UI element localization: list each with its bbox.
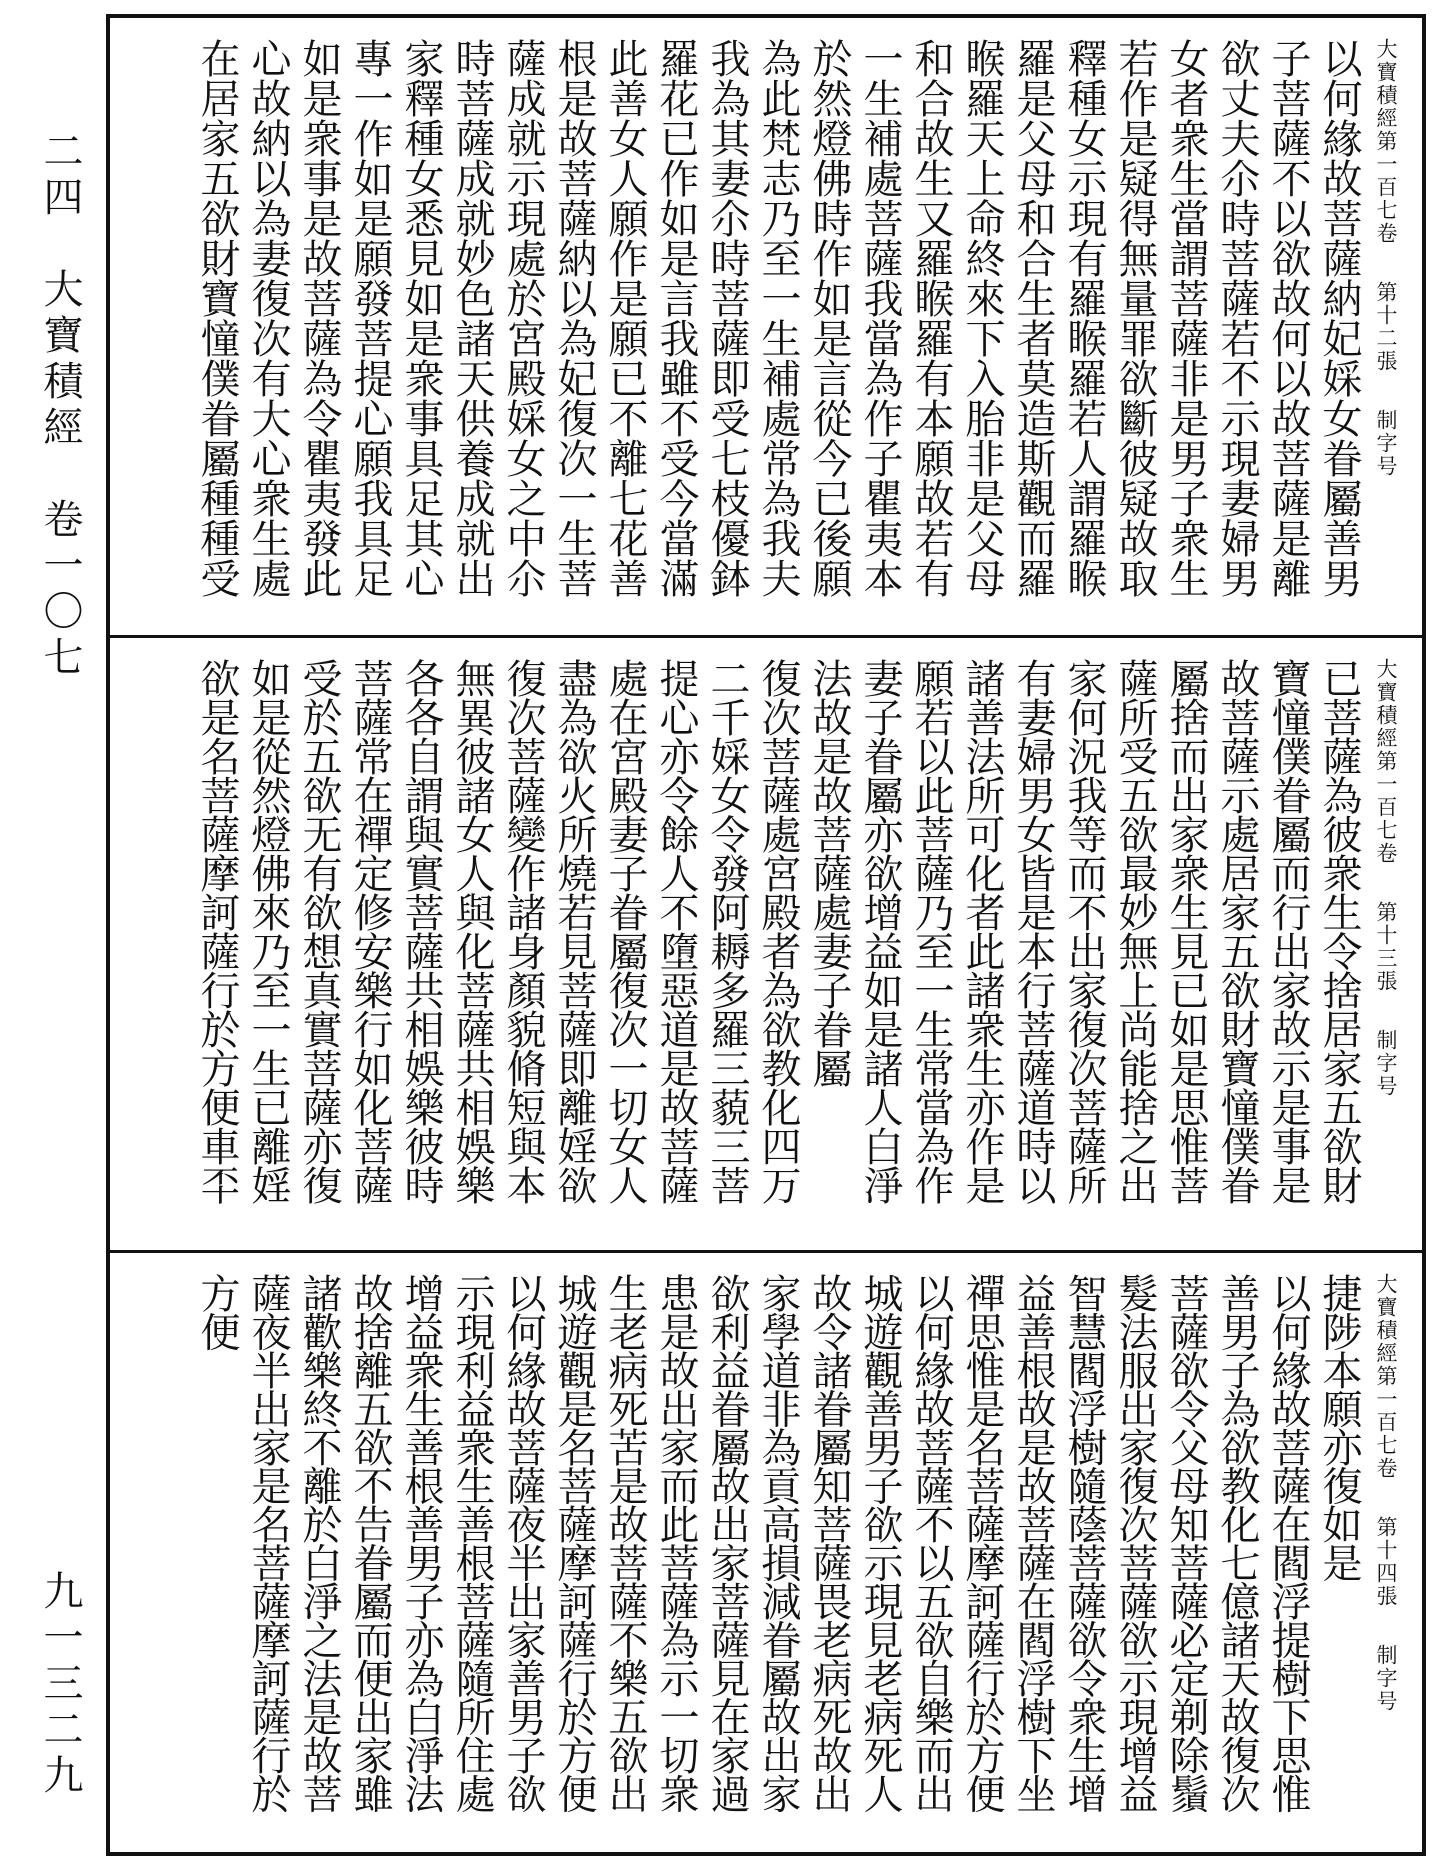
text-column: 根是故菩薩納以為妃復次一生菩 (551, 38, 597, 598)
text-column: 願若以此菩薩乃至一生常當為作 (908, 658, 954, 1204)
header-sheet: 第十四張 (1374, 1516, 1398, 1608)
side-title: 二四 大寶積經 卷一〇七 (37, 130, 83, 682)
text-column: 菩薩欲令父母知菩薩必定剃除鬚 (1163, 1273, 1209, 1812)
text-column: 薩所受五欲最妙無上尚能捨之出 (1112, 658, 1158, 1204)
text-column: 處在宮殿妻子眷屬復次一切女人 (602, 658, 648, 1204)
text-column: 此善女人願作是願已不離七花善 (602, 38, 648, 598)
text-column: 城遊觀善男子欲示現見老病死人 (857, 1273, 903, 1812)
text-column: 生老病死苦是故菩薩不樂五欲出 (602, 1273, 648, 1812)
text-column: 屬捨而出家衆生見已如是思惟菩 (1163, 658, 1209, 1204)
panel-header (1364, 1273, 1408, 1840)
page-margin (18, 20, 98, 1850)
text-column: 若作是疑得無量罪欲斷彼疑故取 (1112, 38, 1158, 598)
text-column: 示現利益衆生善根菩薩隨所住處 (449, 1273, 495, 1812)
panel-header (1364, 658, 1408, 1238)
text-column: 受於五欲无有欲想真實菩薩亦復 (296, 658, 342, 1204)
text-column: 和合故生又羅睺羅有本願故若有 (908, 38, 954, 598)
text-column: 法故是故菩薩處妻子眷屬 (806, 658, 852, 1087)
panel-1 (110, 18, 1422, 638)
text-column: 捷陟本願亦復如是 (1316, 1273, 1362, 1581)
text-column: 增益衆生善根善男子亦為白淨法 (398, 1273, 444, 1812)
text-column: 故令諸眷屬知菩薩畏老病死故出 (806, 1273, 852, 1812)
text-column: 我為其妻尒時菩薩即受七枝優鉢 (704, 38, 750, 598)
text-column: 菩薩常在禪定修安樂行如化菩薩 (347, 658, 393, 1204)
panel-3 (110, 1253, 1422, 1852)
text-column: 無異彼諸女人與化菩薩共相娛樂 (449, 658, 495, 1204)
text-column: 家何況我等而不出家復次菩薩所 (1061, 658, 1107, 1204)
text-column: 為此梵志乃至一生補處常為我夫 (755, 38, 801, 598)
text-column: 有妻婦男女皆是本行菩薩道時以 (1010, 658, 1056, 1204)
text-column: 善男子為欲教化七億諸天故復次 (1214, 1273, 1260, 1812)
text-column: 智慧閻浮樹隨蔭菩薩欲令衆生增 (1061, 1273, 1107, 1812)
text-column: 禪思惟是名菩薩摩訶薩行於方便 (959, 1273, 1005, 1812)
header-mark: 制字号 (1374, 1644, 1398, 1713)
side-page-number: 九一三二九 (37, 1570, 83, 1800)
text-column: 子菩薩不以欲故何以故菩薩是離 (1265, 38, 1311, 598)
header-book: 大寶積經第一百七卷 (1374, 38, 1398, 245)
text-column: 心故納以為妻復次有大心衆生處 (245, 38, 291, 598)
text-column: 諸善法所可化者此諸衆生亦作是 (959, 658, 1005, 1204)
panel-2 (110, 638, 1422, 1253)
header-sheet: 第十三張 (1374, 901, 1398, 993)
text-column: 寶憧僕眷屬而行出家故示是事是 (1265, 658, 1311, 1204)
text-column: 妻子眷屬亦欲增益如是諸人白淨 (857, 658, 903, 1204)
text-column: 已菩薩為彼衆生令捨居家五欲財 (1316, 658, 1362, 1204)
text-column: 髮法服出家復次菩薩欲示現增益 (1112, 1273, 1158, 1812)
text-column: 家釋種女悉見如是衆事具足其心 (398, 38, 444, 598)
header-mark: 制字号 (1374, 409, 1398, 478)
text-column: 益善根故是故菩薩在閻浮樹下坐 (1010, 1273, 1056, 1812)
text-column: 釋種女示現有羅睺羅若人謂羅睺 (1061, 38, 1107, 598)
text-column: 如是從然燈佛來乃至一生已離婬 (245, 658, 291, 1204)
text-column: 如是衆事是故菩薩為令瞿夷發此 (296, 38, 342, 598)
text-column: 以何緣故菩薩不以五欲自樂而出 (908, 1273, 954, 1812)
text-column: 在居家五欲財寶憧僕眷屬種種受 (194, 38, 240, 598)
text-column: 欲丈夫尒時菩薩若不示現妻婦男 (1214, 38, 1260, 598)
text-column: 睺羅天上命終來下入胎非是父母 (959, 38, 1005, 598)
text-column: 以何緣故菩薩納妃婇女眷屬善男 (1316, 38, 1362, 598)
text-column: 時菩薩成就妙色諸天供養成就出 (449, 38, 495, 598)
text-column: 復次菩薩變作諸身顏貌脩短與本 (500, 658, 546, 1204)
text-column: 方便 (194, 1273, 240, 1350)
text-column: 城遊觀是名菩薩摩訶薩行於方便 (551, 1273, 597, 1812)
text-column: 提心亦令餘人不墮惡道是故菩薩 (653, 658, 699, 1204)
header-mark: 制字号 (1374, 1029, 1398, 1098)
text-column: 二千婇女令發阿耨多羅三藐三菩 (704, 658, 750, 1204)
text-column: 患是故出家而此菩薩為示一切衆 (653, 1273, 699, 1812)
text-column: 盡為欲火所燒若見菩薩即離婬欲 (551, 658, 597, 1204)
page-frame (106, 14, 1426, 1856)
text-column: 欲利益眷屬故出家菩薩見在家過 (704, 1273, 750, 1812)
text-column: 薩夜半出家是名菩薩摩訶薩行於 (245, 1273, 291, 1812)
text-column: 各各自謂與實菩薩共相娛樂彼時 (398, 658, 444, 1204)
header-book: 大寶積經第一百七卷 (1374, 658, 1398, 865)
text-column: 家學道非為貢高損減眷屬故出家 (755, 1273, 801, 1812)
text-column: 以何緣故菩薩夜半出家善男子欲 (500, 1273, 546, 1812)
text-column: 一生補處菩薩我當為作子瞿夷本 (857, 38, 903, 598)
text-column: 以何緣故菩薩在閻浮提樹下思惟 (1265, 1273, 1311, 1812)
header-sheet: 第十二張 (1374, 281, 1398, 373)
text-column: 故捨離五欲不告眷屬而便出家雖 (347, 1273, 393, 1812)
text-column: 於然燈佛時作如是言從今已後願 (806, 38, 852, 598)
text-column: 羅花已作如是言我雖不受今當滿 (653, 38, 699, 598)
text-column: 欲是名菩薩摩訶薩行於方便車㔻 (194, 658, 240, 1204)
text-column: 羅是父母和合生者莫造斯觀而羅 (1010, 38, 1056, 598)
text-column: 復次菩薩處宮殿者為欲教化四万 (755, 658, 801, 1204)
text-column: 專一作如是願發菩提心願我具足 (347, 38, 393, 598)
text-column: 女者衆生當謂菩薩非是男子衆生 (1163, 38, 1209, 598)
text-column: 諸歡樂終不離於白淨之法是故菩 (296, 1273, 342, 1812)
text-column: 故菩薩示處居家五欲財寶憧僕眷 (1214, 658, 1260, 1204)
text-column: 薩成就示現處於宮殿婇女之中尒 (500, 38, 546, 598)
panel-header (1364, 38, 1408, 623)
header-book: 大寶積經第一百七卷 (1374, 1273, 1398, 1480)
